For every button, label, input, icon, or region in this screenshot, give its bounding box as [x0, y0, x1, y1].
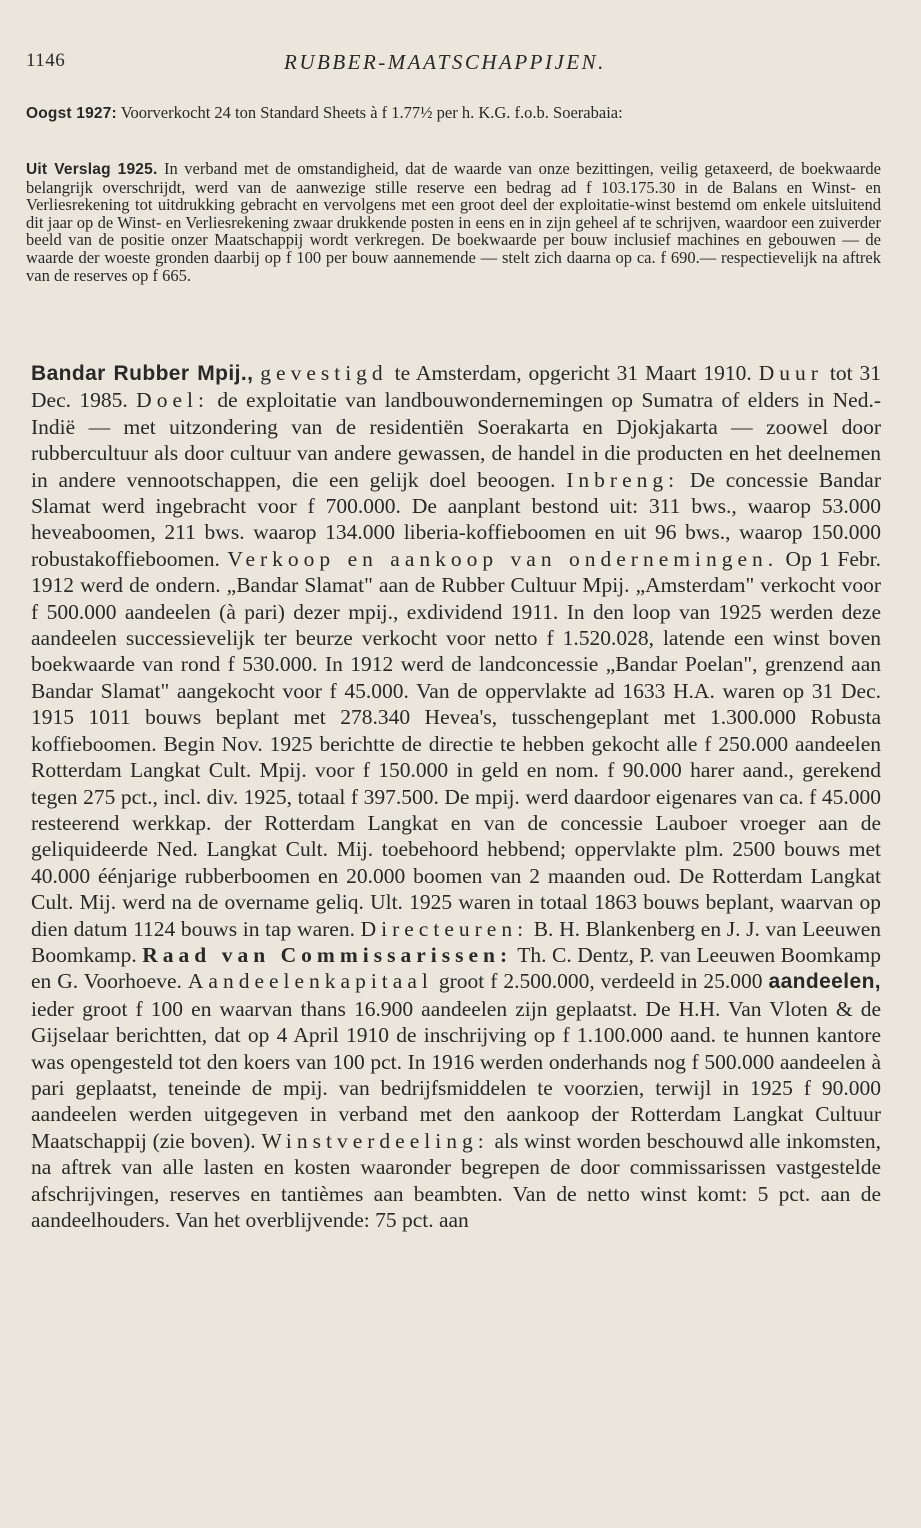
directeuren-text: B. H. Blankenberg en J. J. van Leeuwen Boomkamp.	[31, 916, 882, 967]
section-directeuren: Directeuren:	[360, 916, 529, 941]
page-header	[26, 50, 881, 90]
winstverdeeling-text: als winst worden beschouwd alle inkomsten, na aftrek van alle lasten en kosten waaronder begrepen de door commissarissen vastgestelde afschrijvingen, reserves en tantièmes aan beambten. Van de netto winst komt: 5 pct. aan de aandeelhouders. Van het overblijvende: 75 pct. aan	[31, 1128, 882, 1232]
verkoop-aankoop-text: Op 1 Febr. 1912 werd de ondern. „Bandar Slamat" aan de Rubber Cultuur Mpij. „Amsterdam" verkocht voor f 500.000 aandeelen (à pari) dezer mpij., exdividend 1911. In den loop van 1925 werden deze aandeelen successievelijk ter beurze verkocht voor netto f 1.520.028, latende een winst boven boekwaarde van rond f 530.000. In 1912 werd de landconcessie „Bandar Poelan", grenzend aan Bandar Slamat" aangekocht voor f 45.000. Van de oppervlakte ad 1633 H.A. waren op 31 Dec. 1915 1011 bouws beplant met 278.340 Hevea's, tusschengeplant met 1.300.000 Robusta koffieboomen. Begin Nov. 1925 berichtte de directie te hebben gekocht alle f 250.000 aandeelen Rotterdam Langkat Cult. Mpij. voor f 150.000 in geld en nom. f 90.000 harer aand., gerekend tegen 275 pct., incl. div. 1925, totaal f 397.500. De mpij. werd daardoor eigenares van ca. f 45.000 resteerend werkkap. der Rotterdam Langkat en van de concessie Lauboer vroeger aan de geliquideerde Ned. Langkat Cult. Mij. toebehoord hebbend; oppervlakte plm. 2500 bouws met 40.000 éénjarige rubberboomen en 20.000 boomen van 2 maanden oud. De Rotterdam Langkat Cult. Mij. werd na de overname geliq. Ult. 1925 waren in totaal 1863 bouws beplant, waarvan op dien datum 1124 bouws in tap waren.	[31, 546, 882, 941]
duur-text: tot 31 Dec. 1985.	[31, 361, 882, 413]
verslag-paragraph	[26, 160, 881, 284]
founding-text: te Amsterdam, opgericht 31 Maart 1910.	[394, 361, 752, 385]
oogst-label: Oogst 1927:	[26, 105, 117, 122]
page-number: 1146	[26, 50, 66, 71]
inbreng-text: De concessie Bandar Slamat werd ingebracht voor f 700.000. De aanplant bestond uit: 311 bws., waarop 53.000 heveaboomen, 211 bws. waarop 134.000 liberia-koffieboomen en uit 96 bws., waarop 150.000 robustakoffieboomen.	[31, 467, 881, 571]
company-entry	[31, 360, 881, 1233]
section-aandeelenkapitaal: Aandeelenkapitaal	[187, 969, 433, 994]
section-verkoop-aankoop: Verkoop en aankoop van ondernemingen.	[227, 546, 779, 571]
section-duur: Duur	[758, 361, 823, 385]
doel-text: de exploitatie van landbouwondernemingen op Sumatra of elders in Ned.-Indië — met uitzondering van de residentiën Soerakarta en Djokjakarta — zoowel door rubbercultuur als door cultuur van andere gewassen, de handel in die producten en het deelnemen in andere vennootschappen, die een gelijk doel beoogen.	[31, 388, 882, 492]
section-raad-van-commissarissen: Raad van Commissarissen:	[142, 942, 513, 967]
kapitaal-text: groot f 2.500.000, verdeeld in 25.000	[438, 969, 763, 994]
company-name: Bandar Rubber Mpij.,	[31, 362, 254, 385]
section-doel: Doel:	[136, 388, 209, 413]
section-inbreng: Inbreng:	[566, 467, 680, 492]
spaced-gevestigd: gevestigd	[260, 361, 388, 385]
section-winstverdeeling: Winstverdeeling:	[261, 1128, 489, 1153]
oogst-paragraph	[26, 104, 881, 123]
running-title: RUBBER-MAATSCHAPPIJEN.	[284, 50, 606, 74]
verslag-label: Uit Verslag 1925.	[26, 161, 158, 178]
verslag-text: In verband met de omstandigheid, dat de waarde van onze bezittingen, veilig getaxeerd, de boekwaarde belangrijk overschrijdt, werd van de aanwezige stille reserve een bedrag ad f 103.175.30 in de Balans en Winst- en Verliesrekening tot uitdrukking gebracht en vervolgens met een groot deel der exploitatie-winst bestemd om enkele uitsluitend dit jaar op de Winst- en Verliesrekening zwaar drukkende posten in eens en in zijn geheel af te schrijven, waardoor een zuiverder beeld van de positie onzer Maatschappij wordt verkregen. De boekwaarde per bouw inclusief machines en gebouwen — de waarde der woeste gronden daarbij op f 100 per bouw aannemende — stelt zich daarna op ca. f 690.— respectievelijk na aftrek van de reserves op f 665.	[26, 159, 881, 285]
oogst-text: Voorverkocht 24 ton Standard Sheets à f 1.77½ per h. K.G. f.o.b. Soerabaia:	[120, 103, 623, 122]
aandeelen-text: ieder groot f 100 en waarvan thans 16.900 aandeelen zijn geplaatst. De H.H. Van Vloten & de Gijselaar berichtten, dat op 4 April 1910 de inschrijving op f 1.100.000 aand. te hunnen kantore was opengesteld tot den koers van 100 pct. In 1916 werden onderhands nog f 500.000 aandeelen à pari geplaatst, teneinde de mpij. van bedrijfsmiddelen te voorzien, terwijl in 1925 f 90.000 aandeelen werden uitgegeven in verband met den aankoop der Rotterdam Langkat Cultuur Maatschappij (zie boven).	[31, 996, 881, 1153]
aandeelen-bold: aandeelen,	[768, 970, 882, 994]
commissarissen-text: Th. C. Dentz, P. van Leeuwen Boomkamp en G. Voorhoeve.	[31, 942, 881, 994]
